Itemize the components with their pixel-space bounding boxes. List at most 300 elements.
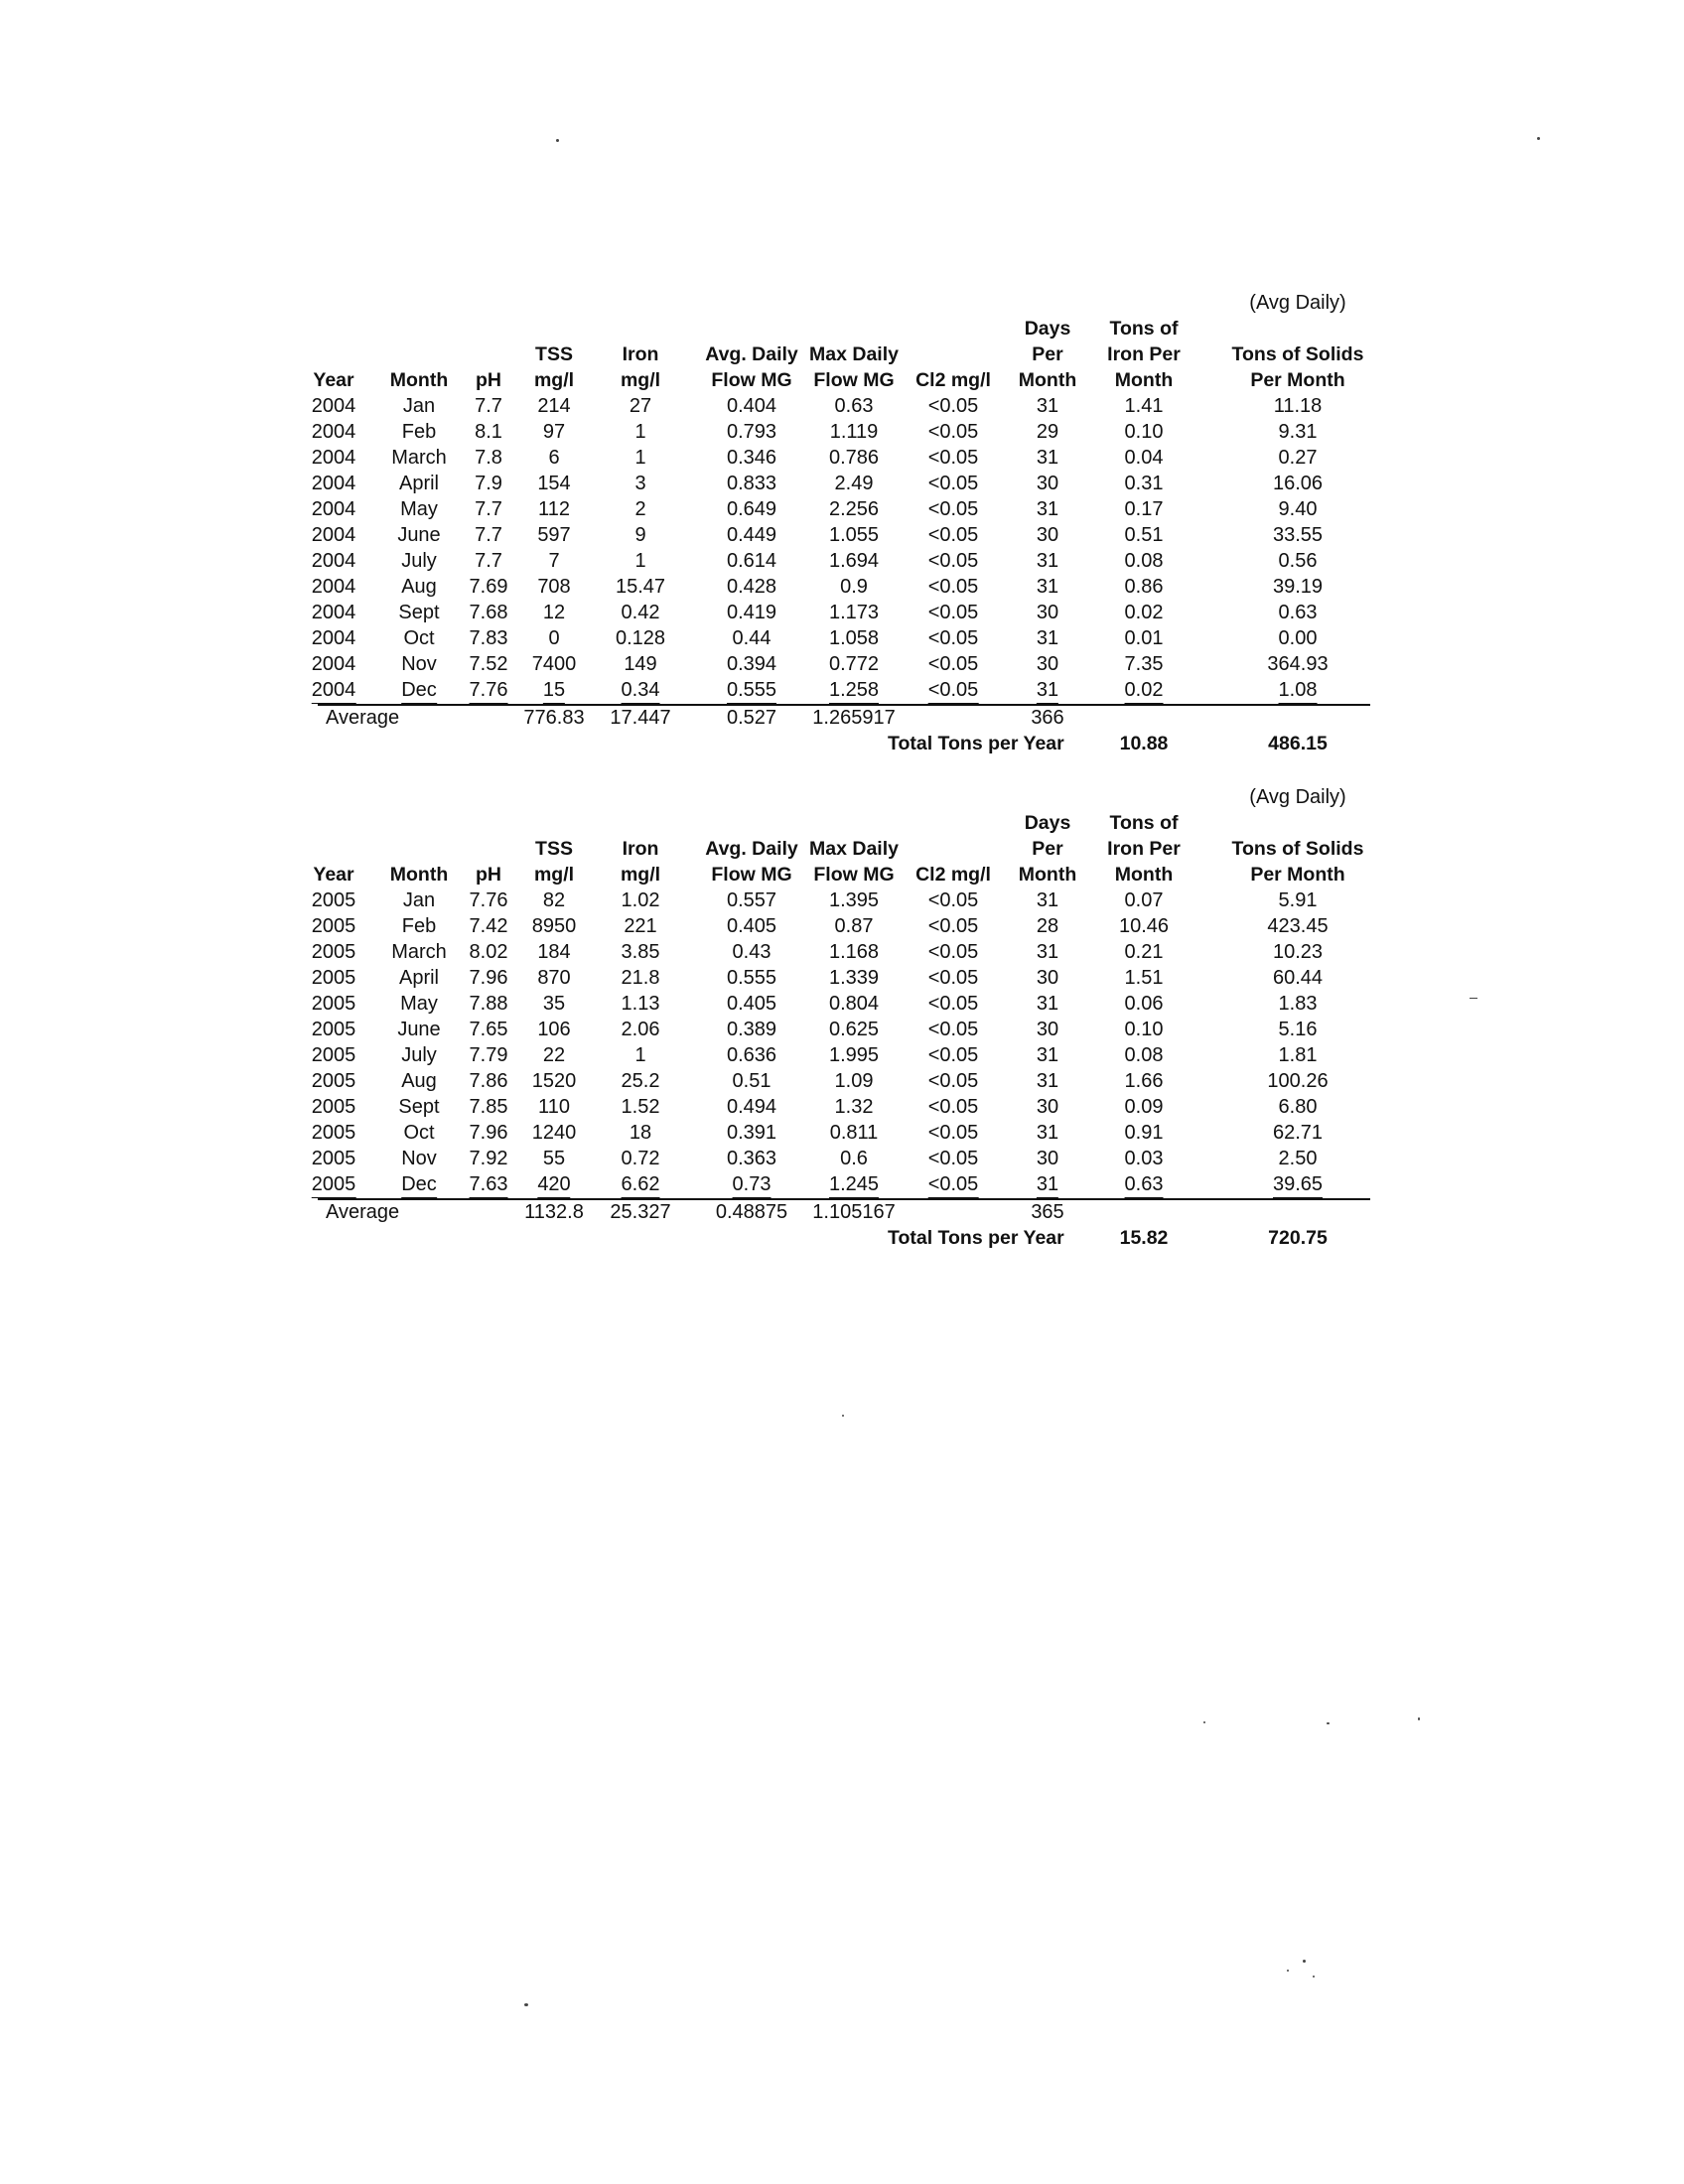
header-days: Per	[1032, 838, 1063, 860]
cell-days: 28	[1036, 915, 1059, 937]
cell-tss: 55	[542, 1148, 566, 1169]
cell-avg-flow: 0.44	[732, 627, 772, 649]
cell-avg-flow: 0.614	[726, 550, 777, 572]
table-row	[311, 1042, 1370, 1068]
cell-max-flow: 0.625	[828, 1019, 880, 1040]
cell-ph: 7.68	[469, 602, 508, 623]
total-solids: 720.75	[1268, 1227, 1328, 1249]
header-avg-flow: Avg. Daily	[705, 343, 798, 365]
total-label: Total Tons per Year	[888, 733, 1064, 754]
cell-cl2: <0.05	[927, 1019, 979, 1040]
cell-tons-solids: 1.81	[1278, 1044, 1318, 1066]
cell-max-flow: 1.694	[828, 550, 880, 572]
cell-max-flow: 1.339	[828, 967, 880, 989]
cell-tons-solids: 364.93	[1267, 653, 1329, 675]
cell-tons-solids: 60.44	[1272, 967, 1324, 989]
cell-month: June	[397, 1019, 441, 1040]
header-line-4	[313, 862, 1370, 887]
table-row	[311, 939, 1370, 965]
cell-ph: 7.63	[470, 1171, 508, 1198]
cell-avg-flow: 0.428	[726, 576, 777, 598]
cell-days: 30	[1036, 1148, 1059, 1169]
table-row	[311, 496, 1370, 522]
cell-iron: 221	[624, 915, 657, 937]
cell-tons-solids: 6.80	[1278, 1096, 1318, 1118]
table-2005	[311, 784, 1370, 1251]
cell-tss: 597	[537, 524, 571, 546]
scan-speck	[1537, 137, 1540, 140]
cell-ph: 7.76	[469, 889, 508, 911]
scan-speck	[556, 139, 559, 142]
cell-year: 2004	[311, 421, 356, 443]
cell-tons-iron: 0.21	[1124, 941, 1164, 963]
cell-ph: 7.76	[470, 677, 508, 704]
cell-cl2: <0.05	[927, 1044, 979, 1066]
average-days: 365	[1031, 1201, 1064, 1223]
cell-days: 30	[1036, 653, 1059, 675]
cell-tss: 22	[542, 1044, 566, 1066]
table-row	[311, 445, 1370, 471]
total-row	[318, 731, 1370, 756]
cell-iron: 2.06	[621, 1019, 660, 1040]
cell-max-flow: 2.49	[834, 473, 874, 494]
header-year: Year	[313, 864, 354, 886]
total-row	[318, 1225, 1370, 1251]
cell-ph: 7.7	[475, 524, 502, 546]
header-max-flow: Max Daily	[809, 343, 899, 365]
cell-ph: 7.7	[475, 550, 502, 572]
cell-iron: 6.62	[622, 1171, 660, 1198]
cell-iron: 0.128	[615, 627, 666, 649]
cell-cl2: <0.05	[927, 653, 979, 675]
cell-month: Nov	[401, 653, 437, 675]
cell-max-flow: 0.804	[828, 993, 880, 1015]
cell-month: April	[398, 473, 440, 494]
cell-avg-flow: 0.555	[726, 967, 777, 989]
table-row	[311, 1171, 1370, 1197]
cell-year: 2004	[311, 627, 356, 649]
average-max-flow: 1.105167	[812, 1201, 896, 1223]
header-tons-solids-unit: Per Month	[1250, 369, 1345, 391]
average-avg-flow: 0.48875	[715, 1201, 788, 1223]
table-row	[311, 471, 1370, 496]
cell-tss: 708	[537, 576, 571, 598]
cell-avg-flow: 0.405	[726, 915, 777, 937]
header-max-flow: Max Daily	[809, 838, 899, 860]
cell-tons-solids: 5.91	[1278, 889, 1318, 911]
scan-speck	[1287, 1970, 1289, 1972]
cell-days: 31	[1036, 550, 1059, 572]
cell-month: Jan	[402, 889, 436, 911]
table-row	[311, 548, 1370, 574]
cell-month: Oct	[403, 627, 435, 649]
header-line-2	[318, 810, 1370, 836]
cell-tons-iron: 0.02	[1124, 602, 1164, 623]
cell-cl2: <0.05	[927, 627, 979, 649]
cell-tons-iron: 0.10	[1124, 1019, 1164, 1040]
cell-tons-iron: 0.63	[1125, 1171, 1164, 1198]
cell-month: March	[391, 447, 447, 469]
cell-days: 31	[1036, 1044, 1059, 1066]
header-year: Year	[313, 369, 354, 391]
scan-speck	[1203, 1721, 1205, 1723]
cell-year: 2005	[312, 1171, 356, 1198]
cell-avg-flow: 0.419	[726, 602, 777, 623]
cell-year: 2005	[311, 1096, 356, 1118]
cell-days: 31	[1036, 993, 1059, 1015]
cell-days: 31	[1036, 447, 1059, 469]
cell-ph: 7.86	[469, 1070, 508, 1092]
cell-days: 31	[1036, 395, 1059, 417]
header-days: Days	[1024, 812, 1071, 834]
cell-days: 31	[1036, 627, 1059, 649]
cell-ph: 7.65	[469, 1019, 508, 1040]
cell-tons-iron: 0.91	[1124, 1122, 1164, 1144]
cell-month: Sept	[398, 602, 440, 623]
cell-tss: 184	[537, 941, 571, 963]
cell-month: Jan	[402, 395, 436, 417]
cell-days: 31	[1036, 889, 1059, 911]
cell-iron: 25.2	[621, 1070, 660, 1092]
cell-ph: 7.85	[469, 1096, 508, 1118]
cell-tss: 110	[538, 1096, 570, 1118]
cell-iron: 1	[634, 447, 646, 469]
cell-max-flow: 0.9	[840, 576, 868, 598]
header-tss: TSS	[535, 838, 573, 860]
cell-tons-iron: 0.08	[1124, 550, 1164, 572]
header-line-3	[318, 341, 1370, 367]
cell-tss: 7400	[531, 653, 577, 675]
header-iron: Iron	[622, 343, 659, 365]
header-month: Month	[389, 864, 449, 886]
cell-tons-iron: 1.66	[1124, 1070, 1164, 1092]
cell-avg-flow: 0.494	[726, 1096, 777, 1118]
header-tons-iron: Tons of	[1109, 318, 1179, 340]
cell-ph: 7.8	[475, 447, 502, 469]
cell-iron: 3.85	[621, 941, 660, 963]
cell-tss: 214	[537, 395, 571, 417]
cell-iron: 1.13	[621, 993, 660, 1015]
header-tons-solids-unit: Per Month	[1250, 864, 1345, 886]
cell-ph: 7.52	[469, 653, 508, 675]
cell-ph: 7.92	[469, 1148, 508, 1169]
cell-cl2: <0.05	[927, 395, 979, 417]
average-iron: 17.447	[610, 707, 671, 729]
header-iron-unit: mg/l	[620, 369, 661, 391]
cell-iron: 0.42	[621, 602, 660, 623]
cell-year: 2005	[311, 915, 356, 937]
header-tons-iron: Iron Per	[1107, 838, 1181, 860]
table-row	[311, 522, 1370, 548]
cell-tons-solids: 11.18	[1273, 395, 1323, 417]
cell-month: March	[391, 941, 447, 963]
cell-max-flow: 1.055	[828, 524, 880, 546]
cell-max-flow: 1.258	[829, 677, 879, 704]
header-iron-unit: mg/l	[620, 864, 661, 886]
table-row	[311, 574, 1370, 600]
cell-tons-iron: 0.31	[1124, 473, 1164, 494]
average-row	[318, 1199, 1370, 1225]
table-row	[311, 887, 1370, 913]
cell-ph: 7.79	[469, 1044, 508, 1066]
cell-tss: 15	[543, 677, 565, 704]
cell-max-flow: 0.63	[834, 395, 874, 417]
cell-year: 2005	[311, 1044, 356, 1066]
cell-tss: 12	[542, 602, 566, 623]
cell-cl2: <0.05	[927, 889, 979, 911]
cell-max-flow: 0.6	[840, 1148, 868, 1169]
cell-year: 2005	[311, 967, 356, 989]
cell-tons-iron: 0.09	[1124, 1096, 1164, 1118]
cell-tons-iron: 10.46	[1118, 915, 1170, 937]
header-line-4	[313, 367, 1370, 393]
cell-year: 2004	[311, 653, 356, 675]
cell-iron: 0.72	[621, 1148, 660, 1169]
scan-speck	[1470, 998, 1477, 999]
header-tss-unit: mg/l	[533, 369, 575, 391]
cell-year: 2005	[311, 1019, 356, 1040]
cell-tons-solids: 0.00	[1278, 627, 1318, 649]
cell-cl2: <0.05	[927, 1148, 979, 1169]
cell-tons-iron: 0.51	[1124, 524, 1164, 546]
header-max-flow-unit: Flow MG	[813, 864, 895, 886]
cell-tons-solids: 100.26	[1267, 1070, 1329, 1092]
cell-max-flow: 1.395	[828, 889, 880, 911]
cell-ph: 7.42	[469, 915, 508, 937]
cell-month: Nov	[401, 1148, 437, 1169]
average-tss: 776.83	[523, 707, 585, 729]
cell-max-flow: 0.87	[834, 915, 874, 937]
cell-max-flow: 1.32	[834, 1096, 874, 1118]
cell-year: 2004	[311, 576, 356, 598]
header-cl2: Cl2 mg/l	[915, 369, 991, 391]
cell-tons-solids: 0.56	[1278, 550, 1318, 572]
cell-iron: 2	[634, 498, 646, 520]
table-row	[311, 419, 1370, 445]
cell-year: 2005	[311, 1122, 356, 1144]
average-days: 366	[1031, 707, 1064, 729]
cell-max-flow: 1.995	[828, 1044, 880, 1066]
cell-tons-iron: 7.35	[1124, 653, 1164, 675]
cell-tons-iron: 0.86	[1124, 576, 1164, 598]
cell-max-flow: 1.245	[829, 1171, 879, 1198]
cell-avg-flow: 0.391	[726, 1122, 777, 1144]
cell-tons-iron: 0.07	[1124, 889, 1164, 911]
header-month: Month	[389, 369, 449, 391]
cell-tss: 154	[537, 473, 571, 494]
avg-daily-note: (Avg Daily)	[1249, 786, 1346, 808]
table-row	[311, 600, 1370, 625]
table-row	[311, 625, 1370, 651]
cell-tons-solids: 2.50	[1278, 1148, 1318, 1169]
cell-year: 2004	[312, 677, 356, 704]
cell-cl2: <0.05	[927, 941, 979, 963]
cell-tons-iron: 0.06	[1124, 993, 1164, 1015]
cell-avg-flow: 0.363	[726, 1148, 777, 1169]
cell-year: 2004	[311, 550, 356, 572]
cell-days: 31	[1036, 576, 1059, 598]
cell-tons-solids: 423.45	[1267, 915, 1329, 937]
cell-max-flow: 1.058	[828, 627, 880, 649]
cell-tons-iron: 0.03	[1124, 1148, 1164, 1169]
header-line-2	[318, 316, 1370, 341]
cell-tons-solids: 39.65	[1273, 1171, 1323, 1198]
cell-tons-iron: 0.10	[1124, 421, 1164, 443]
table-row	[311, 1094, 1370, 1120]
cell-ph: 7.88	[469, 993, 508, 1015]
cell-max-flow: 1.119	[829, 421, 879, 443]
cell-year: 2005	[311, 1148, 356, 1169]
header-tons-iron-unit: Month	[1114, 864, 1174, 886]
cell-max-flow: 1.173	[828, 602, 880, 623]
cell-month: Aug	[401, 1070, 437, 1092]
cell-ph: 7.96	[469, 967, 508, 989]
cell-days: 30	[1036, 1096, 1059, 1118]
table-row	[311, 1146, 1370, 1171]
header-iron: Iron	[622, 838, 659, 860]
cell-month: July	[401, 1044, 437, 1066]
cell-month: Feb	[401, 421, 437, 443]
header-cl2: Cl2 mg/l	[915, 864, 991, 886]
cell-tons-solids: 9.40	[1278, 498, 1318, 520]
cell-year: 2004	[311, 602, 356, 623]
cell-iron: 18	[629, 1122, 652, 1144]
average-label: Average	[326, 1201, 400, 1223]
cell-ph: 7.96	[469, 1122, 508, 1144]
total-solids: 486.15	[1268, 733, 1328, 754]
table-row	[311, 991, 1370, 1017]
header-ph: pH	[476, 369, 501, 391]
header-tons-iron: Iron Per	[1107, 343, 1181, 365]
cell-cl2: <0.05	[928, 677, 979, 704]
cell-year: 2005	[311, 993, 356, 1015]
cell-ph: 8.1	[475, 421, 502, 443]
cell-ph: 7.9	[475, 473, 502, 494]
cell-days: 30	[1036, 967, 1059, 989]
cell-tons-solids: 9.31	[1278, 421, 1318, 443]
cell-cl2: <0.05	[927, 1096, 979, 1118]
header-tss: TSS	[535, 343, 573, 365]
header-line-1	[318, 290, 1370, 316]
cell-tons-solids: 62.71	[1272, 1122, 1324, 1144]
cell-month: Dec	[401, 1171, 437, 1198]
cell-avg-flow: 0.404	[726, 395, 777, 417]
cell-month: June	[397, 524, 441, 546]
cell-tons-solids: 1.83	[1278, 993, 1318, 1015]
header-line-1	[318, 784, 1370, 810]
cell-cl2: <0.05	[927, 473, 979, 494]
cell-iron: 15.47	[615, 576, 666, 598]
cell-iron: 1	[634, 1044, 646, 1066]
cell-cl2: <0.05	[927, 967, 979, 989]
cell-days: 31	[1036, 498, 1059, 520]
cell-tons-solids: 10.23	[1272, 941, 1324, 963]
average-iron: 25.327	[610, 1201, 671, 1223]
cell-days: 30	[1036, 1019, 1059, 1040]
cell-month: Oct	[403, 1122, 435, 1144]
avg-daily-note: (Avg Daily)	[1249, 292, 1346, 314]
header-tons-iron: Tons of	[1109, 812, 1179, 834]
cell-tons-solids: 0.63	[1278, 602, 1318, 623]
scan-speck	[1418, 1717, 1420, 1720]
cell-tons-iron: 0.17	[1124, 498, 1164, 520]
cell-cl2: <0.05	[927, 915, 979, 937]
cell-tons-iron: 0.04	[1124, 447, 1164, 469]
cell-ph: 7.69	[469, 576, 508, 598]
cell-tss: 1240	[531, 1122, 577, 1144]
cell-tons-iron: 1.41	[1124, 395, 1164, 417]
average-avg-flow: 0.527	[726, 707, 777, 729]
cell-tss: 106	[537, 1019, 571, 1040]
total-iron: 10.88	[1119, 733, 1169, 754]
cell-month: Feb	[401, 915, 437, 937]
cell-days: 31	[1036, 1122, 1059, 1144]
cell-iron: 1.02	[621, 889, 660, 911]
header-max-flow-unit: Flow MG	[813, 369, 895, 391]
cell-tss: 420	[537, 1171, 570, 1198]
cell-year: 2004	[311, 395, 356, 417]
cell-year: 2004	[311, 498, 356, 520]
scan-speck	[1313, 1976, 1315, 1978]
cell-month: Dec	[401, 677, 437, 704]
cell-avg-flow: 0.73	[733, 1171, 772, 1198]
table-2004	[311, 290, 1370, 756]
table-row	[311, 1017, 1370, 1042]
cell-avg-flow: 0.51	[732, 1070, 772, 1092]
cell-max-flow: 1.168	[828, 941, 880, 963]
cell-max-flow: 0.811	[829, 1122, 879, 1144]
cell-iron: 1	[634, 550, 646, 572]
header-avg-flow-unit: Flow MG	[711, 864, 792, 886]
average-tss: 1132.8	[524, 1201, 584, 1223]
cell-avg-flow: 0.793	[726, 421, 777, 443]
cell-tss: 0	[548, 627, 560, 649]
cell-month: July	[401, 550, 437, 572]
cell-month: May	[400, 498, 438, 520]
header-line-3	[318, 836, 1370, 862]
cell-tss: 35	[542, 993, 566, 1015]
cell-month: May	[400, 993, 438, 1015]
cell-tss: 112	[538, 498, 570, 520]
cell-tons-solids: 16.06	[1272, 473, 1324, 494]
cell-days: 30	[1036, 473, 1059, 494]
cell-avg-flow: 0.405	[726, 993, 777, 1015]
cell-days: 30	[1036, 602, 1059, 623]
header-days-unit: Month	[1018, 369, 1077, 391]
cell-avg-flow: 0.43	[732, 941, 772, 963]
average-max-flow: 1.265917	[812, 707, 896, 729]
cell-tss: 870	[537, 967, 571, 989]
cell-iron: 27	[629, 395, 652, 417]
cell-avg-flow: 0.833	[726, 473, 777, 494]
cell-ph: 7.7	[475, 498, 502, 520]
cell-days: 31	[1036, 1070, 1059, 1092]
cell-iron: 1.52	[621, 1096, 660, 1118]
cell-cl2: <0.05	[927, 550, 979, 572]
cell-iron: 149	[624, 653, 657, 675]
cell-iron: 3	[634, 473, 646, 494]
cell-max-flow: 0.772	[828, 653, 880, 675]
cell-tons-solids: 1.08	[1279, 677, 1318, 704]
cell-year: 2005	[311, 1070, 356, 1092]
cell-month: Aug	[401, 576, 437, 598]
cell-iron: 9	[634, 524, 646, 546]
cell-year: 2005	[311, 889, 356, 911]
header-tons-iron-unit: Month	[1114, 369, 1174, 391]
scan-speck	[524, 2003, 528, 2006]
cell-ph: 7.83	[469, 627, 508, 649]
cell-days: 31	[1037, 677, 1058, 704]
